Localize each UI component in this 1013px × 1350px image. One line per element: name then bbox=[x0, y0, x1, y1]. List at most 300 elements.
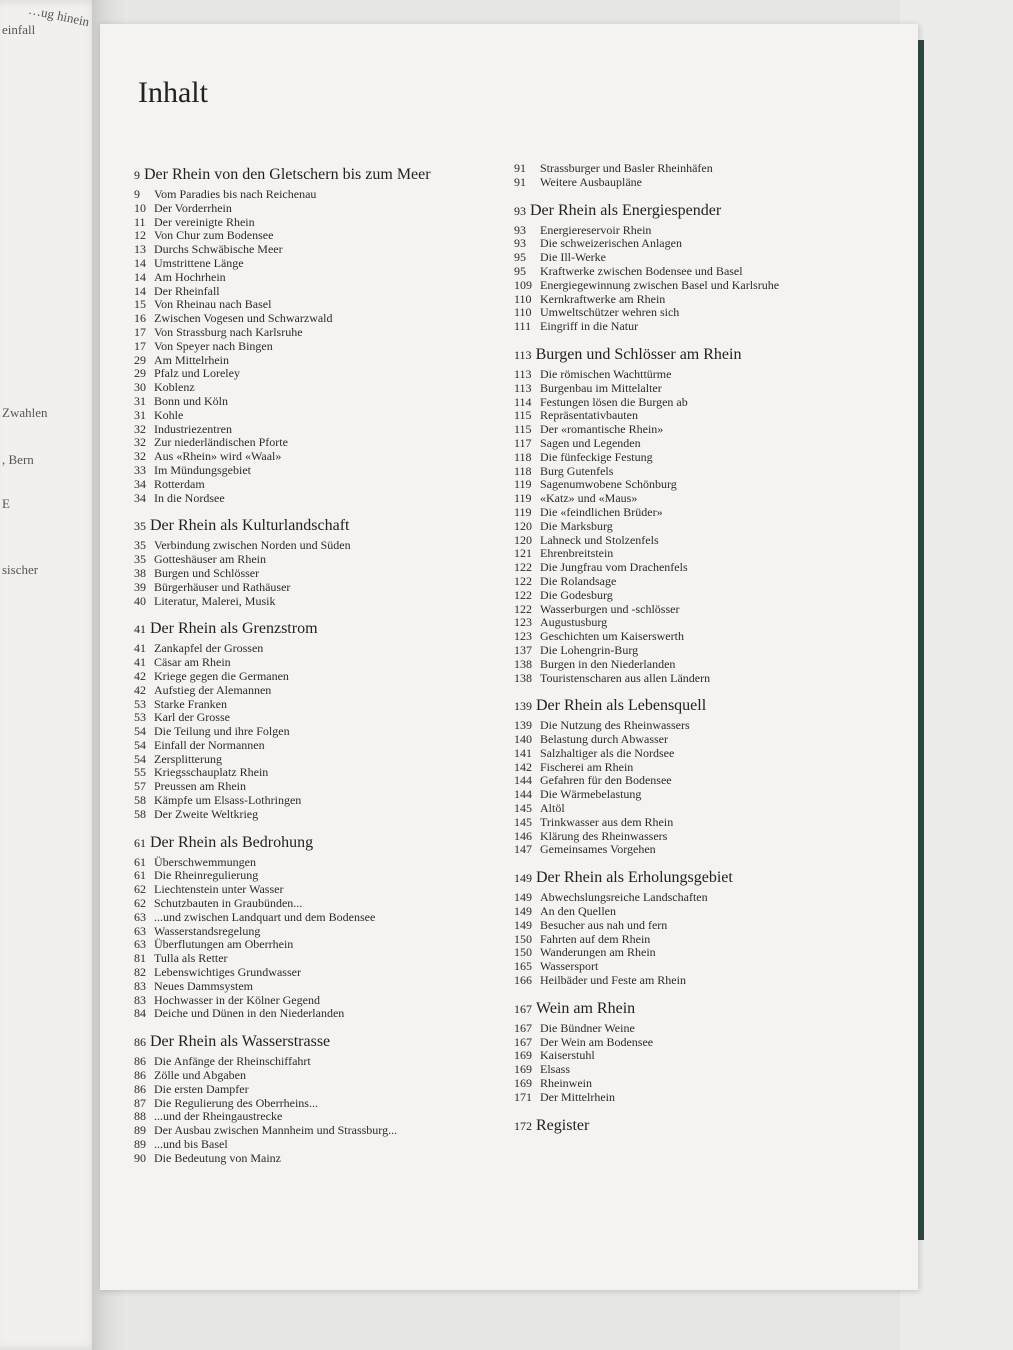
entry-page-number: 115 bbox=[514, 408, 532, 423]
toc-entry bbox=[134, 271, 504, 285]
entry-page-number: 14 bbox=[134, 255, 146, 270]
entry-title: Ehrenbreitstein bbox=[540, 546, 614, 561]
entry-page-number: 84 bbox=[134, 1006, 146, 1021]
entry-title: Elsass bbox=[540, 1062, 570, 1077]
entry-title: Zur niederländischen Pforte bbox=[154, 435, 288, 450]
toc-entry bbox=[514, 382, 904, 396]
entry-page-number: 169 bbox=[514, 1076, 532, 1091]
toc-section bbox=[514, 344, 904, 685]
entry-title: Am Mittelrhein bbox=[154, 352, 229, 367]
toc-entry bbox=[514, 788, 904, 802]
section-page-number: 167 bbox=[514, 1001, 532, 1016]
entry-page-number: 149 bbox=[514, 890, 532, 905]
entry-title: Die Anfänge der Rheinschiffahrt bbox=[154, 1054, 311, 1069]
section-heading bbox=[134, 164, 504, 186]
toc-entry bbox=[134, 581, 504, 595]
toc-section bbox=[514, 867, 904, 988]
toc-entry bbox=[514, 974, 904, 988]
entry-title: Preussen am Rhein bbox=[154, 779, 246, 794]
toc-entry bbox=[134, 326, 504, 340]
entry-title: In die Nordsee bbox=[154, 490, 225, 505]
entry-page-number: 117 bbox=[514, 435, 532, 450]
entry-page-number: 34 bbox=[134, 490, 146, 505]
entry-page-number: 89 bbox=[134, 1123, 146, 1138]
entry-title: Kraftwerke zwischen Bodensee und Basel bbox=[540, 263, 743, 278]
toc-entry bbox=[134, 642, 504, 656]
entry-title: Zersplitterung bbox=[154, 751, 222, 766]
entry-page-number: 54 bbox=[134, 737, 146, 752]
entry-title: Kaiserstuhl bbox=[540, 1048, 595, 1063]
toc-entry bbox=[134, 381, 504, 395]
entry-page-number: 93 bbox=[514, 222, 526, 237]
toc-entry bbox=[514, 547, 904, 561]
toc-entry bbox=[134, 938, 504, 952]
entry-page-number: 31 bbox=[134, 393, 146, 408]
entry-page-number: 119 bbox=[514, 504, 532, 519]
entry-title: ...und zwischen Landquart und dem Bodensee bbox=[154, 909, 376, 924]
toc-entry bbox=[134, 1083, 504, 1097]
entry-page-number: 61 bbox=[134, 868, 146, 883]
entry-page-number: 166 bbox=[514, 973, 532, 988]
entry-page-number: 35 bbox=[134, 538, 146, 553]
section-title: Der Rhein als Lebensquell bbox=[536, 697, 707, 715]
entry-title: Burgenbau im Mittelalter bbox=[540, 380, 662, 395]
section-entries bbox=[514, 719, 904, 857]
toc-entry bbox=[514, 368, 904, 382]
entry-page-number: 144 bbox=[514, 787, 532, 802]
entry-title: Der Ausbau zwischen Mannheim und Strassburg... bbox=[154, 1123, 398, 1138]
entry-title: Die Bedeutung von Mainz bbox=[154, 1150, 281, 1165]
entry-page-number: 31 bbox=[134, 407, 146, 422]
toc-entry bbox=[134, 656, 504, 670]
toc-entry bbox=[514, 396, 904, 410]
entry-page-number: 110 bbox=[514, 305, 532, 320]
entry-page-number: 109 bbox=[514, 277, 532, 292]
entry-title: Überschwemmungen bbox=[154, 854, 256, 869]
section-title: Der Rhein als Kulturlandschaft bbox=[150, 517, 350, 535]
entry-title: Von Rheinau nach Basel bbox=[154, 297, 272, 312]
entry-page-number: 149 bbox=[514, 904, 532, 919]
entry-title: Die Regulierung des Oberrheins... bbox=[154, 1095, 318, 1110]
toc-entry bbox=[514, 279, 904, 293]
entry-title: Gotteshäuser am Rhein bbox=[154, 552, 266, 567]
entry-page-number: 14 bbox=[134, 283, 146, 298]
entry-title: ...und bis Basel bbox=[154, 1137, 228, 1152]
entry-title: Die Rheinregulierung bbox=[154, 868, 259, 883]
section-heading bbox=[514, 1115, 904, 1137]
entry-title: Von Speyer nach Bingen bbox=[154, 338, 273, 353]
toc-entry bbox=[134, 1110, 504, 1124]
toc-entry bbox=[134, 883, 504, 897]
entry-page-number: 53 bbox=[134, 696, 146, 711]
entry-page-number: 15 bbox=[134, 297, 146, 312]
entry-title: Starke Franken bbox=[154, 696, 227, 711]
toc-entry bbox=[514, 1022, 904, 1036]
entry-page-number: 146 bbox=[514, 828, 532, 843]
section-page-number: 9 bbox=[134, 168, 140, 182]
entry-page-number: 91 bbox=[514, 161, 526, 175]
entry-page-number: 90 bbox=[134, 1150, 146, 1165]
entry-page-number: 115 bbox=[514, 422, 532, 437]
entry-title: Bonn und Köln bbox=[154, 393, 229, 408]
entry-title: Rheinwein bbox=[540, 1076, 592, 1091]
toc-entry bbox=[134, 808, 504, 822]
toc-entry bbox=[514, 644, 904, 658]
toc-entry bbox=[134, 966, 504, 980]
toc-section bbox=[134, 618, 504, 821]
section-page-number: 86 bbox=[134, 1035, 146, 1050]
entry-title: Besucher aus nah und fern bbox=[540, 917, 668, 932]
toc-entry bbox=[514, 802, 904, 816]
entry-title: Einfall der Normannen bbox=[154, 737, 265, 752]
entry-title: Abwechslungsreiche Landschaften bbox=[540, 890, 708, 905]
toc-entry bbox=[514, 630, 904, 644]
toc-entry bbox=[134, 188, 504, 202]
entry-page-number: 41 bbox=[134, 641, 146, 656]
entry-title: Wasserstandsregelung bbox=[154, 923, 261, 938]
toc-entry bbox=[514, 237, 904, 251]
section-entries bbox=[134, 856, 504, 1022]
entry-title: Die Marksburg bbox=[540, 518, 613, 533]
toc-section bbox=[134, 1031, 504, 1165]
entry-page-number: 63 bbox=[134, 923, 146, 938]
entry-page-number: 83 bbox=[134, 992, 146, 1007]
toc-entry bbox=[514, 733, 904, 747]
entry-page-number: 118 bbox=[514, 463, 532, 478]
toc-section bbox=[514, 1115, 904, 1137]
entry-title: Der vereinigte Rhein bbox=[154, 214, 255, 229]
toc-entry bbox=[514, 520, 904, 534]
entry-page-number: 86 bbox=[134, 1081, 146, 1096]
entry-title: Die Teilung und ihre Folgen bbox=[154, 724, 290, 739]
entry-title: Geschichten um Kaiserswerth bbox=[540, 629, 684, 644]
section-entries bbox=[134, 539, 504, 608]
entry-title: Heilbäder und Feste am Rhein bbox=[540, 973, 686, 988]
section-entries bbox=[134, 642, 504, 821]
entry-title: Gefahren für den Bodensee bbox=[540, 773, 672, 788]
entry-page-number: 123 bbox=[514, 629, 532, 644]
entry-page-number: 39 bbox=[134, 579, 146, 594]
toc-entry bbox=[134, 897, 504, 911]
toc-entry bbox=[134, 595, 504, 609]
toc-entry bbox=[134, 994, 504, 1008]
contents-page bbox=[100, 24, 918, 1290]
entry-title: Schutzbauten in Graubünden... bbox=[154, 896, 303, 911]
entry-page-number: 123 bbox=[514, 615, 532, 630]
entry-title: Burg Gutenfels bbox=[540, 463, 614, 478]
facing-page-fragment: Zwahlen bbox=[2, 405, 48, 420]
entry-title: Augustusburg bbox=[540, 615, 608, 630]
page-title: Inhalt bbox=[138, 76, 208, 109]
toc-entry bbox=[134, 739, 504, 753]
toc-section bbox=[514, 695, 904, 857]
entry-page-number: 91 bbox=[514, 174, 526, 189]
entry-page-number: 12 bbox=[134, 228, 146, 243]
toc-section bbox=[134, 515, 504, 608]
toc-entry bbox=[134, 1152, 504, 1166]
entry-page-number: 88 bbox=[134, 1109, 146, 1124]
entry-page-number: 58 bbox=[134, 793, 146, 808]
entry-page-number: 138 bbox=[514, 656, 532, 671]
entry-title: Karl der Grosse bbox=[154, 710, 230, 725]
toc-entry bbox=[134, 492, 504, 506]
entry-page-number: 145 bbox=[514, 814, 532, 829]
toc-entry bbox=[514, 658, 904, 672]
entry-page-number: 55 bbox=[134, 765, 146, 780]
entry-title: Literatur, Malerei, Musik bbox=[154, 593, 276, 608]
section-title: Wein am Rhein bbox=[536, 999, 636, 1017]
entry-title: Von Strassburg nach Karlsruhe bbox=[154, 324, 303, 339]
entry-page-number: 122 bbox=[514, 560, 532, 575]
toc-entry bbox=[514, 830, 904, 844]
toc-entry bbox=[514, 306, 904, 320]
toc-entry bbox=[514, 1063, 904, 1077]
toc-entry bbox=[134, 1055, 504, 1069]
section-entries bbox=[514, 1022, 904, 1105]
entry-title: Aufstieg der Alemannen bbox=[154, 682, 272, 697]
toc-entry bbox=[134, 780, 504, 794]
entry-page-number: 87 bbox=[134, 1095, 146, 1110]
entry-page-number: 145 bbox=[514, 801, 532, 816]
entry-page-number: 150 bbox=[514, 945, 532, 960]
entry-page-number: 32 bbox=[134, 435, 146, 450]
toc-entry bbox=[134, 952, 504, 966]
section-heading bbox=[514, 344, 904, 366]
section-heading bbox=[514, 200, 904, 222]
entry-title: Trinkwasser aus dem Rhein bbox=[540, 814, 674, 829]
section-entries bbox=[514, 891, 904, 988]
entry-page-number: 144 bbox=[514, 773, 532, 788]
entry-title: Sagen und Legenden bbox=[540, 435, 641, 450]
entry-page-number: 113 bbox=[514, 366, 532, 381]
toc-entry bbox=[134, 684, 504, 698]
toc-entry bbox=[514, 534, 904, 548]
entry-title: Aus «Rhein» wird «Waal» bbox=[154, 449, 282, 464]
entry-title: Vom Paradies bis nach Reichenau bbox=[154, 187, 317, 201]
section-title: Der Rhein als Wasserstrasse bbox=[150, 1033, 331, 1051]
toc-entry bbox=[134, 216, 504, 230]
entry-page-number: 30 bbox=[134, 380, 146, 395]
entry-title: Überflutungen am Oberrhein bbox=[154, 937, 294, 952]
toc-entry bbox=[514, 265, 904, 279]
entry-title: Wasserburgen und -schlösser bbox=[540, 601, 680, 616]
entry-title: Cäsar am Rhein bbox=[154, 655, 231, 670]
entry-title: Verbindung zwischen Norden und Süden bbox=[154, 538, 351, 553]
entry-page-number: 54 bbox=[134, 724, 146, 739]
toc-entry bbox=[514, 224, 904, 238]
entry-title: Salzhaltiger als die Nordsee bbox=[540, 745, 675, 760]
entry-title: Repräsentativbauten bbox=[540, 408, 638, 423]
entry-page-number: 89 bbox=[134, 1137, 146, 1152]
toc-entry bbox=[134, 925, 504, 939]
entry-title: Umstrittene Länge bbox=[154, 255, 244, 270]
entry-page-number: 169 bbox=[514, 1062, 532, 1077]
toc-entry bbox=[514, 409, 904, 423]
toc-entry bbox=[134, 423, 504, 437]
entry-page-number: 114 bbox=[514, 394, 532, 409]
toc-entry bbox=[134, 243, 504, 257]
toc-entry bbox=[134, 1138, 504, 1152]
toc-entry bbox=[134, 229, 504, 243]
toc-entry bbox=[134, 478, 504, 492]
section-page-number: 172 bbox=[514, 1118, 532, 1133]
entry-title: Die Jungfrau vom Drachenfels bbox=[540, 560, 688, 575]
entry-title: Wassersport bbox=[540, 959, 599, 974]
facing-page bbox=[0, 0, 100, 1350]
toc-entry bbox=[134, 670, 504, 684]
entry-page-number: 111 bbox=[514, 319, 532, 334]
entry-page-number: 62 bbox=[134, 882, 146, 897]
toc-entry bbox=[514, 162, 904, 176]
entry-page-number: 86 bbox=[134, 1068, 146, 1083]
entry-page-number: 13 bbox=[134, 242, 146, 257]
toc-entry bbox=[514, 1091, 904, 1105]
entry-title: Koblenz bbox=[154, 380, 195, 395]
entry-page-number: 42 bbox=[134, 668, 146, 683]
toc-entry bbox=[514, 960, 904, 974]
toc-entry bbox=[134, 1069, 504, 1083]
entry-page-number: 81 bbox=[134, 951, 146, 966]
toc-entry bbox=[514, 293, 904, 307]
entry-page-number: 137 bbox=[514, 642, 532, 657]
toc-entry bbox=[134, 436, 504, 450]
entry-title: Der Zweite Weltkrieg bbox=[154, 806, 259, 821]
toc-entry bbox=[514, 1049, 904, 1063]
toc-entry bbox=[514, 816, 904, 830]
entry-title: Burgen in den Niederlanden bbox=[540, 656, 676, 671]
entry-page-number: 57 bbox=[134, 779, 146, 794]
entry-page-number: 41 bbox=[134, 655, 146, 670]
entry-page-number: 61 bbox=[134, 854, 146, 869]
entry-title: Touristenscharen aus allen Ländern bbox=[540, 670, 711, 685]
toc-entry bbox=[514, 561, 904, 575]
entry-page-number: 122 bbox=[514, 587, 532, 602]
entry-page-number: 17 bbox=[134, 324, 146, 339]
entry-title: Die schweizerischen Anlagen bbox=[540, 236, 682, 251]
entry-page-number: 33 bbox=[134, 462, 146, 477]
toc-entry bbox=[514, 1077, 904, 1091]
entry-page-number: 11 bbox=[134, 214, 146, 229]
entry-title: Die Nutzung des Rheinwassers bbox=[540, 718, 690, 733]
section-title: Burgen und Schlösser am Rhein bbox=[535, 345, 742, 363]
section-page-number: 93 bbox=[514, 203, 526, 218]
toc-entry bbox=[134, 257, 504, 271]
entry-title: Fahrten auf dem Rhein bbox=[540, 931, 651, 946]
toc-entry bbox=[514, 589, 904, 603]
entry-title: «Katz» und «Maus» bbox=[540, 491, 638, 506]
toc-entry bbox=[514, 451, 904, 465]
section-page-number: 139 bbox=[514, 699, 532, 714]
entry-title: Im Mündungsgebiet bbox=[154, 462, 251, 477]
entry-title: Die römischen Wachttürme bbox=[540, 366, 672, 381]
entry-title: Durchs Schwäbische Meer bbox=[154, 242, 283, 257]
toc-entry bbox=[514, 616, 904, 630]
entry-page-number: 119 bbox=[514, 477, 532, 492]
entry-title: Kriegsschauplatz Rhein bbox=[154, 765, 269, 780]
entry-title: Der «romantische Rhein» bbox=[540, 422, 664, 437]
toc-entry bbox=[134, 312, 504, 326]
toc-entry bbox=[134, 1124, 504, 1138]
entry-title: Der Rheinfall bbox=[154, 283, 220, 298]
facing-page-fragment: , Bern bbox=[2, 452, 34, 467]
section-title: Der Rhein als Erholungsgebiet bbox=[536, 869, 733, 887]
toc-entry bbox=[134, 298, 504, 312]
entry-title: Eingriff in die Natur bbox=[540, 319, 639, 334]
toc-entry bbox=[514, 251, 904, 265]
entry-page-number: 54 bbox=[134, 751, 146, 766]
toc-entry bbox=[514, 747, 904, 761]
facing-page-fragment: sischer bbox=[2, 562, 39, 577]
toc-entry bbox=[134, 725, 504, 739]
toc-entry bbox=[134, 753, 504, 767]
entry-title: Der Vorderrhein bbox=[154, 200, 232, 215]
entry-title: Bürgerhäuser und Rathäuser bbox=[154, 579, 291, 594]
entry-page-number: 29 bbox=[134, 352, 146, 367]
toc-entry bbox=[134, 553, 504, 567]
toc-section bbox=[134, 832, 504, 1022]
section-entries bbox=[514, 224, 904, 334]
entry-page-number: 62 bbox=[134, 896, 146, 911]
toc-entry bbox=[134, 285, 504, 299]
entry-title: Industriezentren bbox=[154, 421, 232, 436]
toc-entry bbox=[134, 698, 504, 712]
toc-entry bbox=[134, 409, 504, 423]
section-heading bbox=[134, 1031, 504, 1053]
entry-title: Umweltschützer wehren sich bbox=[540, 305, 680, 320]
entry-title: An den Quellen bbox=[540, 904, 616, 919]
toc-entry bbox=[134, 367, 504, 381]
toc-column-left bbox=[134, 164, 504, 1166]
section-heading bbox=[134, 832, 504, 854]
toc-entry bbox=[134, 354, 504, 368]
toc-entry bbox=[514, 465, 904, 479]
toc-entry bbox=[134, 539, 504, 553]
toc-entry bbox=[514, 423, 904, 437]
entry-title: Weitere Ausbaupläne bbox=[540, 174, 642, 189]
toc-entry bbox=[134, 1097, 504, 1111]
entry-page-number: 121 bbox=[514, 546, 532, 561]
entry-page-number: 113 bbox=[514, 380, 532, 395]
toc-entry bbox=[134, 340, 504, 354]
toc-entry bbox=[134, 869, 504, 883]
toc-entry bbox=[134, 395, 504, 409]
entry-title: Strassburger und Basler Rheinhäfen bbox=[540, 161, 713, 175]
entry-title: Die Wärmebelastung bbox=[540, 787, 642, 802]
entry-title: Wanderungen am Rhein bbox=[540, 945, 656, 960]
entry-title: Zwischen Vogesen und Schwarzwald bbox=[154, 311, 333, 326]
facing-page-fragment: …ug hinein bbox=[27, 1, 91, 30]
entry-page-number: 142 bbox=[514, 759, 532, 774]
entry-page-number: 119 bbox=[514, 491, 532, 506]
toc-entry bbox=[514, 575, 904, 589]
section-title: Der Rhein als Grenzstrom bbox=[150, 620, 318, 638]
entry-page-number: 17 bbox=[134, 338, 146, 353]
entry-title: Die Rolandsage bbox=[540, 573, 617, 588]
toc-entry bbox=[514, 492, 904, 506]
section-page-number: 61 bbox=[134, 835, 146, 850]
entry-page-number: 150 bbox=[514, 931, 532, 946]
entry-title: Fischerei am Rhein bbox=[540, 759, 634, 774]
toc-entry bbox=[514, 919, 904, 933]
entry-title: Zankapfel der Grossen bbox=[154, 641, 264, 656]
entry-page-number: 147 bbox=[514, 842, 532, 857]
section-entries bbox=[514, 368, 904, 685]
entry-page-number: 53 bbox=[134, 710, 146, 725]
facing-page-fragment: E bbox=[2, 496, 10, 511]
entry-title: Burgen und Schlösser bbox=[154, 565, 260, 580]
toc-column-right bbox=[514, 161, 904, 1137]
entry-title: Der Mittelrhein bbox=[540, 1089, 615, 1104]
